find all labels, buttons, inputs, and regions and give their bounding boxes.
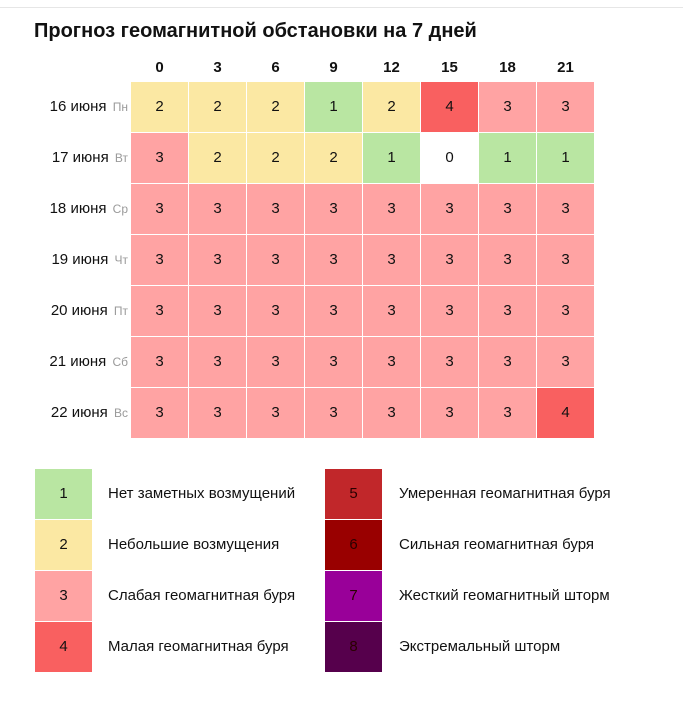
heatmap-cell: 3 xyxy=(479,184,536,234)
row-date: 17 июня xyxy=(51,149,109,166)
heatmap-cell: 1 xyxy=(537,133,594,183)
heatmap-cell: 1 xyxy=(305,82,362,132)
heatmap-cell: 2 xyxy=(363,82,420,132)
row-date: 18 июня xyxy=(49,200,107,217)
page-title: Прогноз геомагнитной обстановки на 7 дней xyxy=(34,20,477,42)
heatmap-cell: 3 xyxy=(247,184,304,234)
legend-swatch: 7 xyxy=(325,571,382,621)
heatmap-cell: 3 xyxy=(305,235,362,285)
heatmap-cell: 3 xyxy=(537,235,594,285)
row-label xyxy=(20,235,128,285)
legend-label: Сильная геомагнитная буря xyxy=(399,536,594,553)
row-date: 19 июня xyxy=(51,251,109,268)
row-label xyxy=(20,388,128,438)
row-date: 16 июня xyxy=(49,98,107,115)
heatmap-cell: 2 xyxy=(247,133,304,183)
column-header: 12 xyxy=(383,59,400,76)
legend-swatch: 4 xyxy=(35,622,92,672)
legend-label: Небольшие возмущения xyxy=(108,536,280,553)
row-date: 22 июня xyxy=(50,404,108,421)
row-weekday: Сб xyxy=(112,355,128,369)
heatmap-cell: 3 xyxy=(479,82,536,132)
heatmap-cell: 4 xyxy=(421,82,478,132)
heatmap-cell: 1 xyxy=(363,133,420,183)
column-header: 0 xyxy=(155,59,164,76)
heatmap-cell: 3 xyxy=(247,286,304,336)
heatmap-cell: 3 xyxy=(131,388,188,438)
heatmap-cell: 4 xyxy=(537,388,594,438)
legend-swatch: 6 xyxy=(325,520,382,570)
legend-label: Экстремальный шторм xyxy=(399,638,561,655)
heatmap-cell: 3 xyxy=(189,388,246,438)
heatmap-cell: 3 xyxy=(305,388,362,438)
heatmap-cell: 3 xyxy=(421,184,478,234)
heatmap-cell: 3 xyxy=(421,388,478,438)
heatmap-cell: 3 xyxy=(363,337,420,387)
heatmap-cell: 2 xyxy=(131,82,188,132)
legend-swatch: 2 xyxy=(35,520,92,570)
heatmap-cell: 3 xyxy=(131,337,188,387)
heatmap-cell: 3 xyxy=(189,235,246,285)
heatmap-cell: 3 xyxy=(421,286,478,336)
legend-label: Умеренная геомагнитная буря xyxy=(399,485,611,502)
legend-swatch: 1 xyxy=(35,469,92,519)
row-weekday: Пн xyxy=(112,100,128,114)
heatmap-cell: 3 xyxy=(305,184,362,234)
heatmap-cell: 3 xyxy=(131,235,188,285)
heatmap-cell: 3 xyxy=(479,388,536,438)
column-header: 6 xyxy=(271,59,280,76)
heatmap-cell: 3 xyxy=(537,337,594,387)
column-header: 21 xyxy=(557,59,574,76)
column-header: 15 xyxy=(441,59,458,76)
legend-swatch: 8 xyxy=(325,622,382,672)
heatmap-cell: 3 xyxy=(363,286,420,336)
row-weekday: Пт xyxy=(113,304,128,318)
legend-label: Нет заметных возмущений xyxy=(108,485,296,502)
legend-label: Малая геомагнитная буря xyxy=(108,638,289,655)
column-header: 9 xyxy=(329,59,338,76)
heatmap-cell: 3 xyxy=(189,337,246,387)
heatmap-cell: 3 xyxy=(479,286,536,336)
heatmap-cell: 2 xyxy=(189,133,246,183)
legend-label: Слабая геомагнитная буря xyxy=(108,587,296,604)
heatmap-cell: 3 xyxy=(479,235,536,285)
heatmap-cell: 2 xyxy=(189,82,246,132)
heatmap-cell: 3 xyxy=(363,184,420,234)
legend-swatch: 5 xyxy=(325,469,382,519)
row-weekday: Чт xyxy=(114,253,128,267)
row-weekday: Вт xyxy=(114,151,128,165)
heatmap-cell: 3 xyxy=(363,388,420,438)
heatmap-cell: 3 xyxy=(131,133,188,183)
heatmap-cell: 3 xyxy=(189,184,246,234)
row-weekday: Ср xyxy=(112,202,128,216)
heatmap-cell: 2 xyxy=(305,133,362,183)
row-label xyxy=(20,184,128,234)
heatmap-cell: 3 xyxy=(363,235,420,285)
heatmap-cell: 3 xyxy=(421,337,478,387)
column-header: 3 xyxy=(213,59,222,76)
legend-label: Жесткий геомагнитный шторм xyxy=(399,587,610,604)
heatmap-cell: 3 xyxy=(305,286,362,336)
heatmap-cell: 3 xyxy=(537,286,594,336)
row-label xyxy=(20,82,128,132)
heatmap-cell: 3 xyxy=(537,184,594,234)
row-label xyxy=(20,286,128,336)
heatmap-cell: 2 xyxy=(247,82,304,132)
heatmap-cell: 3 xyxy=(479,337,536,387)
heatmap-cell: 1 xyxy=(479,133,536,183)
heatmap-cell: 3 xyxy=(421,235,478,285)
legend-swatch: 3 xyxy=(35,571,92,621)
heatmap-cell: 0 xyxy=(421,133,478,183)
heatmap-cell: 3 xyxy=(247,388,304,438)
heatmap-cell: 3 xyxy=(247,235,304,285)
heatmap-cell: 3 xyxy=(247,337,304,387)
heatmap-cell: 3 xyxy=(189,286,246,336)
column-header: 18 xyxy=(499,59,516,76)
heatmap-cell: 3 xyxy=(131,184,188,234)
heatmap-cell: 3 xyxy=(537,82,594,132)
row-label xyxy=(20,337,128,387)
row-date: 20 июня xyxy=(50,302,108,319)
row-label xyxy=(20,133,128,183)
heatmap-cell: 3 xyxy=(131,286,188,336)
row-weekday: Вс xyxy=(113,406,128,420)
row-date: 21 июня xyxy=(49,353,107,370)
heatmap-cell: 3 xyxy=(305,337,362,387)
